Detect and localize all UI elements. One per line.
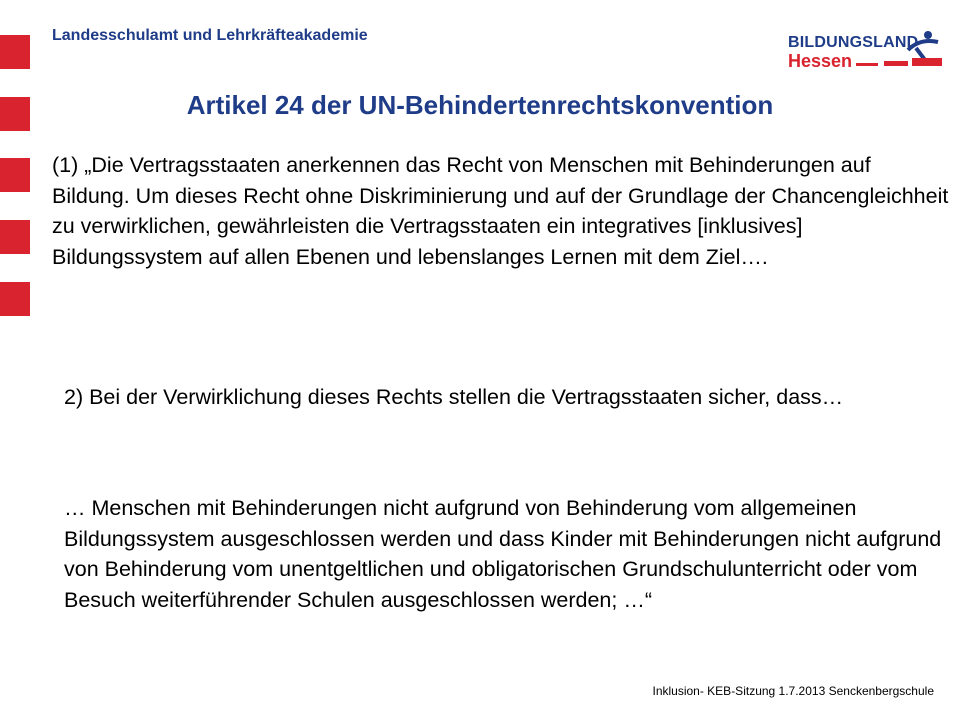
logo-line-2: Hessen bbox=[788, 51, 853, 71]
slide-title: Artikel 24 der UN-Behindertenrechtskonvention bbox=[186, 90, 774, 120]
decorative-red-bar bbox=[0, 220, 30, 254]
decorative-red-bar bbox=[0, 35, 30, 69]
decorative-red-bar bbox=[0, 158, 30, 192]
organization-name: Landesschulamt und Lehrkräfteakademie bbox=[52, 27, 368, 44]
paragraph-3: … Menschen mit Behinderungen nicht aufgrund von Behinderung vom allgemeinen Bildungssystem ausgeschlossen werden und dass Kinder mit Behinderungen nicht aufgrund von Behinderung vom unentgeltlichen und obligatorischen Grundschulunterricht oder vom Besuch weiterführender Schulen ausgeschlossen werden; …“ bbox=[64, 496, 942, 612]
paragraph-1: (1) „Die Vertragsstaaten anerkennen das Recht von Menschen mit Behinderungen auf Bildung. Um dieses Recht ohne Diskriminierung und auf der Grundlage der Chancengleichheit zu verwirklichen, gewährleisten die Vertragsstaaten ein integratives [inklusives] Bildungssystem auf allen Ebenen und lebenslanges Lernen mit dem Ziel…. bbox=[52, 153, 949, 269]
logo-line-1: BILDUNGSLAND bbox=[788, 34, 919, 51]
bildungsland-hessen-logo bbox=[788, 28, 948, 74]
paragraph-2: 2) Bei der Verwirklichung dieses Rechts stellen die Vertragsstaaten sicher, dass… bbox=[64, 385, 844, 409]
slide-footer: Inklusion- KEB-Sitzung 1.7.2013 Senckenbergschule bbox=[652, 684, 934, 698]
decorative-red-bar bbox=[0, 282, 30, 316]
